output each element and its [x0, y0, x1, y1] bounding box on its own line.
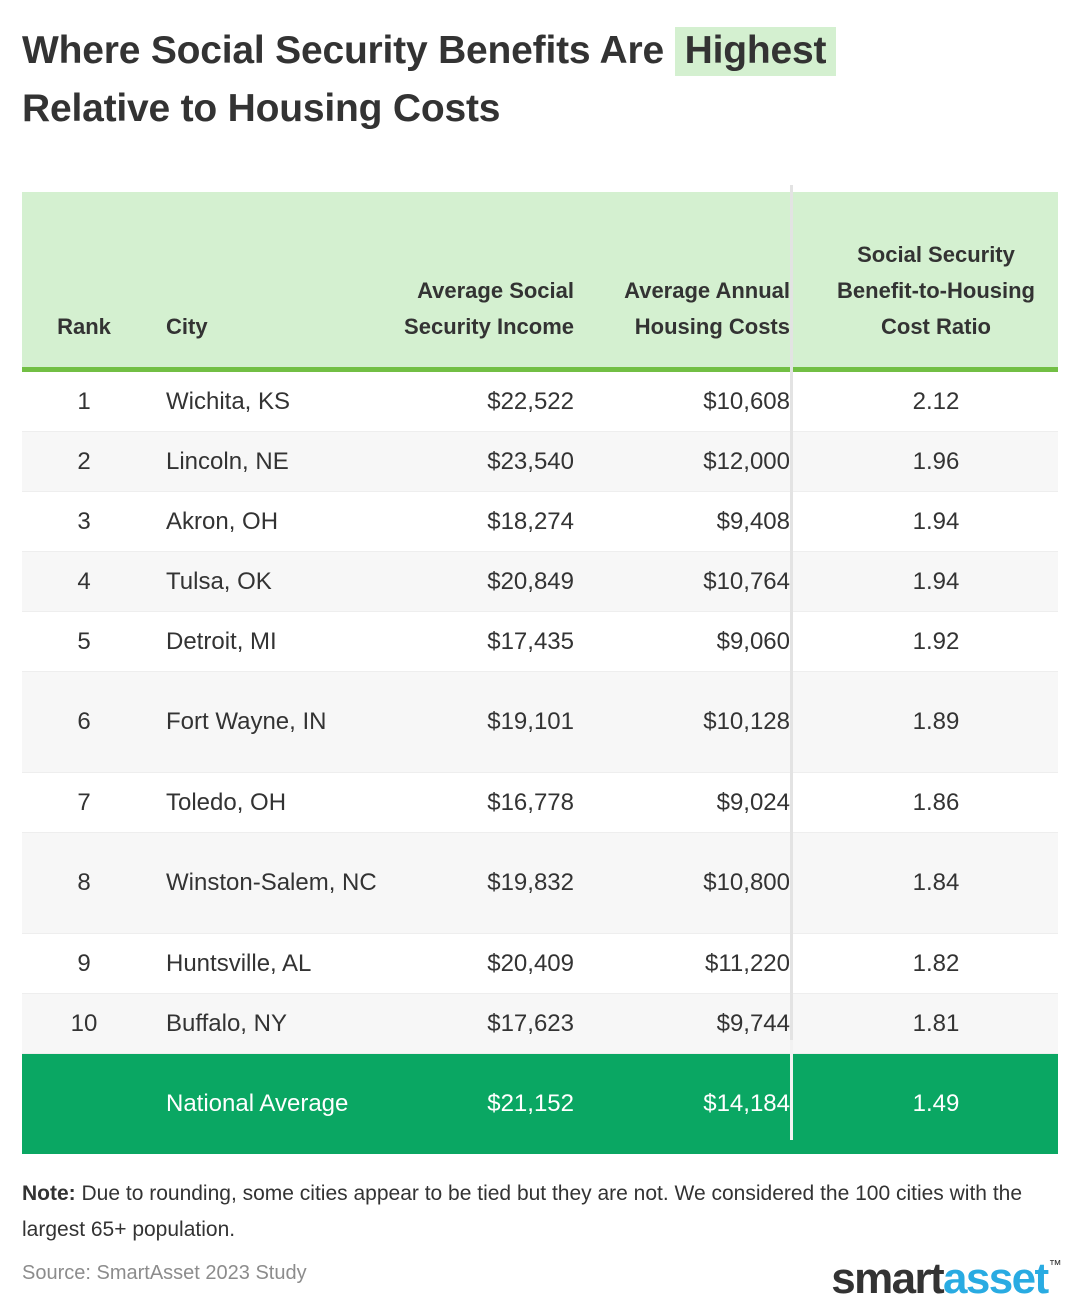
value-ratio: 1.84: [912, 869, 960, 896]
table-row: [22, 432, 1058, 492]
header-cell-rank: [22, 192, 146, 367]
cell-housing-costs: [598, 372, 814, 431]
cell-city: [146, 934, 400, 993]
value-housing-costs: $9,024: [716, 788, 790, 816]
cell-housing-costs: [598, 552, 814, 611]
value-ratio: 1.89: [912, 708, 960, 735]
value-city: Huntsville, AL: [166, 949, 312, 977]
cell-housing-costs: [598, 1054, 814, 1154]
value-rank: 7: [77, 788, 91, 816]
value-social-security-income: $16,778: [487, 788, 574, 816]
table-row: [22, 833, 1058, 934]
cell-housing-costs: [598, 432, 814, 491]
cell-city: [146, 833, 400, 933]
table-row: [22, 612, 1058, 672]
cell-ratio: [814, 994, 1058, 1053]
cell-ratio: [814, 672, 1058, 772]
value-social-security-income: $20,849: [487, 567, 574, 595]
cell-housing-costs: [598, 773, 814, 832]
value-rank: 5: [77, 627, 91, 655]
value-ratio: 1.94: [912, 507, 960, 535]
header-cell-ratio: [814, 192, 1058, 367]
value-social-security-income: $17,623: [487, 1009, 574, 1037]
cell-social-security-income: [400, 672, 598, 772]
value-ratio: 1.96: [912, 447, 960, 475]
value-housing-costs: $10,608: [703, 387, 790, 415]
table-row: [22, 994, 1058, 1054]
page-title: [22, 22, 1042, 138]
cell-rank: [22, 432, 146, 491]
cell-city: [146, 612, 400, 671]
value-housing-costs: $9,060: [716, 627, 790, 655]
trademark-icon: ™: [1048, 1257, 1060, 1272]
value-city: Akron, OH: [166, 507, 279, 535]
table-row: [22, 372, 1058, 432]
table-row: [22, 492, 1058, 552]
value-rank: 9: [77, 949, 91, 977]
value-ratio: 1.86: [912, 788, 960, 816]
cell-ratio: [814, 833, 1058, 933]
cell-social-security-income: [400, 994, 598, 1053]
cell-city: [146, 432, 400, 491]
cell-housing-costs: [598, 994, 814, 1053]
header-label-social-security-income: Average Social Security Income: [404, 278, 574, 339]
table-body: [22, 372, 1058, 1054]
table-header-row: [22, 192, 1058, 372]
value-ratio: 1.81: [912, 1009, 960, 1037]
cell-city: [146, 1054, 400, 1154]
cell-ratio: [814, 552, 1058, 611]
title-highlight-word: Highest: [675, 27, 837, 76]
cell-social-security-income: [400, 1054, 598, 1154]
cell-ratio: [814, 492, 1058, 551]
cell-ratio: [814, 372, 1058, 431]
cell-city: [146, 492, 400, 551]
cell-city: [146, 372, 400, 431]
value-ratio: 1.94: [912, 567, 960, 595]
value-ratio: 2.12: [912, 387, 960, 415]
cell-ratio: [814, 612, 1058, 671]
header-label-city: City: [166, 314, 208, 339]
value-city: Tulsa, OK: [166, 567, 272, 595]
data-table: [22, 192, 1058, 1154]
value-housing-costs: $9,744: [716, 1009, 790, 1037]
header-cell-social-security-income: [400, 192, 598, 367]
value-housing-costs: $10,800: [703, 869, 790, 896]
value-housing-costs: $10,764: [703, 567, 790, 595]
cell-rank: [22, 492, 146, 551]
table-row: [22, 934, 1058, 994]
value-housing-costs: $9,408: [716, 507, 790, 535]
cell-social-security-income: [400, 773, 598, 832]
cell-city: [146, 552, 400, 611]
title-text: [22, 22, 1042, 138]
value-rank: 1: [77, 387, 91, 415]
logo-smart-text: smart: [831, 1254, 944, 1303]
value-rank: 2: [77, 447, 91, 475]
cell-social-security-income: [400, 934, 598, 993]
cell-ratio: [814, 773, 1058, 832]
ratio-column-divider-national: [790, 1040, 793, 1140]
value-city: Detroit, MI: [166, 627, 277, 655]
cell-social-security-income: [400, 612, 598, 671]
smartasset-logo: [831, 1256, 1060, 1302]
value-rank: 10: [70, 1009, 98, 1037]
header-cell-city: [146, 192, 400, 367]
footnote-label: Note:: [22, 1182, 76, 1205]
table-row: [22, 552, 1058, 612]
cell-social-security-income: [400, 552, 598, 611]
value-city: Fort Wayne, IN: [166, 708, 327, 735]
cell-housing-costs: [598, 934, 814, 993]
value-social-security-income: $19,101: [487, 708, 574, 735]
cell-ratio: [814, 432, 1058, 491]
cell-rank: [22, 1054, 146, 1154]
header-label-ratio: Social Security Benefit-to-Housing Cost Ratio: [837, 242, 1035, 339]
value-housing-costs: $14,184: [703, 1090, 790, 1117]
cell-city: [146, 672, 400, 772]
value-social-security-income: $19,832: [487, 869, 574, 896]
ratio-column-divider: [790, 185, 793, 1040]
cell-rank: [22, 612, 146, 671]
value-social-security-income: $20,409: [487, 949, 574, 977]
title-line1-lead: Where Social Security Benefits Are: [22, 29, 664, 72]
logo-asset-text: asset: [943, 1254, 1048, 1303]
value-social-security-income: $21,152: [487, 1090, 574, 1117]
value-housing-costs: $12,000: [703, 447, 790, 475]
value-housing-costs: $10,128: [703, 708, 790, 735]
value-rank: 6: [77, 708, 91, 735]
footnote: [22, 1176, 1034, 1248]
value-ratio: 1.82: [912, 949, 960, 977]
cell-social-security-income: [400, 492, 598, 551]
value-city: Toledo, OH: [166, 788, 287, 816]
cell-rank: [22, 934, 146, 993]
cell-city: [146, 773, 400, 832]
cell-housing-costs: [598, 833, 814, 933]
value-social-security-income: $18,274: [487, 507, 574, 535]
title-line2: Relative to Housing Costs: [22, 87, 501, 130]
source-label: Source: SmartAsset 2023 Study: [22, 1262, 307, 1284]
value-rank: 4: [77, 567, 91, 595]
value-rank: 3: [77, 507, 91, 535]
cell-social-security-income: [400, 432, 598, 491]
cell-ratio: [814, 934, 1058, 993]
cell-rank: [22, 672, 146, 772]
table-row: [22, 773, 1058, 833]
cell-housing-costs: [598, 492, 814, 551]
value-ratio: 1.49: [912, 1090, 960, 1117]
table-row-national-average: [22, 1054, 1058, 1154]
header-cell-housing-costs: [598, 192, 814, 367]
value-ratio: 1.92: [912, 627, 960, 655]
cell-social-security-income: [400, 833, 598, 933]
footnote-text: Due to rounding, some cities appear to be tied but they are not. We considered the 100 cities with the largest 65+ population.: [22, 1182, 1023, 1241]
value-city: Winston-Salem, NC: [166, 869, 377, 896]
cell-housing-costs: [598, 672, 814, 772]
cell-rank: [22, 994, 146, 1053]
cell-rank: [22, 833, 146, 933]
value-housing-costs: $11,220: [705, 949, 790, 977]
header-label-housing-costs: Average Annual Housing Costs: [624, 278, 790, 339]
cell-housing-costs: [598, 612, 814, 671]
header-label-rank: Rank: [57, 314, 111, 339]
value-city: National Average: [166, 1090, 349, 1117]
value-social-security-income: $23,540: [487, 447, 574, 475]
value-city: Wichita, KS: [166, 387, 291, 415]
value-rank: 8: [77, 869, 91, 896]
cell-social-security-income: [400, 372, 598, 431]
value-city: Lincoln, NE: [166, 447, 289, 475]
table-row: [22, 672, 1058, 773]
value-social-security-income: $22,522: [487, 387, 574, 415]
cell-rank: [22, 773, 146, 832]
cell-city: [146, 994, 400, 1053]
cell-ratio: [814, 1054, 1058, 1154]
value-social-security-income: $17,435: [487, 627, 574, 655]
value-city: Buffalo, NY: [166, 1009, 287, 1037]
cell-rank: [22, 552, 146, 611]
cell-rank: [22, 372, 146, 431]
